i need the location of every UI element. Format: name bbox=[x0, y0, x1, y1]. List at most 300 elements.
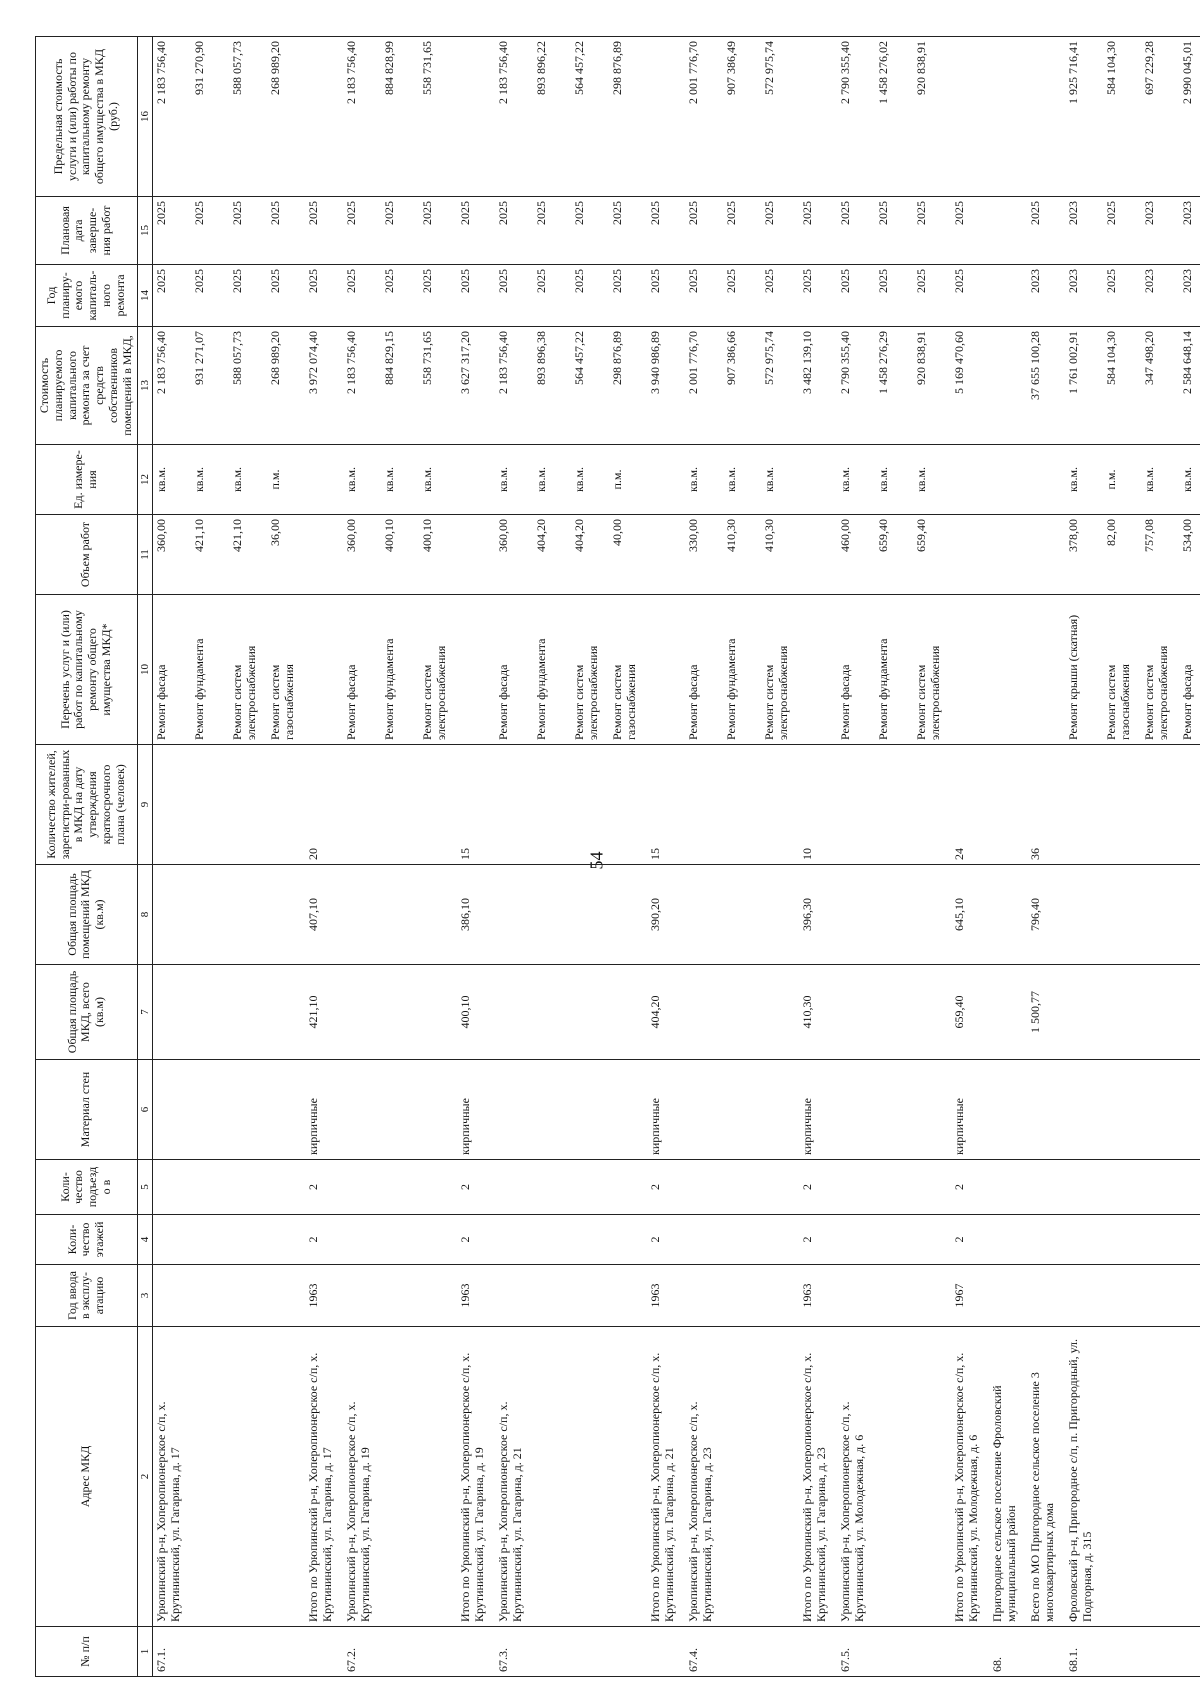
cell-residents bbox=[837, 745, 875, 865]
cell-floors bbox=[533, 1215, 571, 1265]
table-row bbox=[571, 37, 609, 1677]
cell-residents bbox=[191, 745, 229, 865]
column-header-8: Общая площадь помещений МКД (кв.м) bbox=[36, 865, 138, 965]
cell-area-rooms bbox=[989, 865, 1027, 965]
column-number-8: 8 bbox=[137, 865, 153, 965]
cell-residents bbox=[1179, 745, 1200, 865]
cell-end-date: 2025 bbox=[799, 197, 837, 265]
cell-unit bbox=[989, 445, 1027, 515]
cell-work: Ремонт фундамента bbox=[723, 595, 761, 745]
cell-area bbox=[989, 965, 1027, 1060]
cell-year: 1963 bbox=[305, 1265, 343, 1327]
cell-residents bbox=[419, 745, 457, 865]
capital-repair-table bbox=[35, 36, 1200, 1677]
cell-num bbox=[457, 1627, 495, 1677]
cell-residents bbox=[989, 745, 1027, 865]
cell-plan-year: 2025 bbox=[609, 265, 647, 327]
cell-unit: кв.м. bbox=[571, 445, 609, 515]
table-body bbox=[153, 37, 1200, 1677]
cell-addr bbox=[913, 1327, 951, 1627]
column-header-13: Стоимость планируемого капитального ремонта за счет средств собственников помещений в МКД, bbox=[36, 327, 138, 445]
cell-addr: Итого по Урюпинский р-н, Хоперопионерское с/п, х. Крутининский, ул. Гагарина, д. 23 bbox=[799, 1327, 837, 1627]
column-number-11: 11 bbox=[137, 515, 153, 595]
table-row bbox=[989, 37, 1027, 1677]
table-row bbox=[267, 37, 305, 1677]
cell-vol bbox=[305, 515, 343, 595]
cell-addr bbox=[419, 1327, 457, 1627]
cell-area-rooms bbox=[685, 865, 723, 965]
cell-plan-year: 2025 bbox=[533, 265, 571, 327]
cell-unit: п.м. bbox=[267, 445, 305, 515]
cell-residents: 10 bbox=[799, 745, 837, 865]
table-row bbox=[305, 37, 343, 1677]
cell-area bbox=[685, 965, 723, 1060]
cell-walls bbox=[723, 1060, 761, 1160]
cell-entr bbox=[571, 1160, 609, 1215]
cell-entr bbox=[153, 1160, 192, 1215]
cell-num bbox=[305, 1627, 343, 1677]
table-row bbox=[1179, 37, 1200, 1677]
cell-num bbox=[875, 1627, 913, 1677]
cell-num: 67.1. bbox=[153, 1627, 192, 1677]
cell-floors bbox=[1027, 1215, 1065, 1265]
cell-end-date: 2025 bbox=[609, 197, 647, 265]
cell-work: Ремонт систем газоснабжения bbox=[1103, 595, 1141, 745]
cell-area-rooms bbox=[1065, 865, 1103, 965]
cell-residents: 36 bbox=[1027, 745, 1065, 865]
cell-plan-year: 2025 bbox=[723, 265, 761, 327]
cell-vol: 460,00 bbox=[837, 515, 875, 595]
cell-plan-year: 2025 bbox=[799, 265, 837, 327]
cell-area-rooms bbox=[571, 865, 609, 965]
cell-walls bbox=[1179, 1060, 1200, 1160]
cell-unit: кв.м. bbox=[229, 445, 267, 515]
cell-entr bbox=[495, 1160, 533, 1215]
cell-floors bbox=[229, 1215, 267, 1265]
cell-num bbox=[799, 1627, 837, 1677]
cell-vol: 400,10 bbox=[419, 515, 457, 595]
cell-residents bbox=[875, 745, 913, 865]
cell-plan-year: 2025 bbox=[381, 265, 419, 327]
cell-entr bbox=[191, 1160, 229, 1215]
cell-year bbox=[1065, 1265, 1103, 1327]
cell-vol: 421,10 bbox=[229, 515, 267, 595]
cell-end-date: 2025 bbox=[495, 197, 533, 265]
cell-year bbox=[267, 1265, 305, 1327]
cell-area bbox=[153, 965, 192, 1060]
cell-vol: 400,10 bbox=[381, 515, 419, 595]
cell-plan-year: 2025 bbox=[875, 265, 913, 327]
cell-entr bbox=[419, 1160, 457, 1215]
cell-addr: Итого по Урюпинский р-н, Хоперопионерское с/п, х. Крутининский, ул. Гагарина, д. 19 bbox=[457, 1327, 495, 1627]
cell-walls bbox=[153, 1060, 192, 1160]
cell-cost: 5 169 470,60 bbox=[951, 327, 989, 445]
cell-plan-year: 2025 bbox=[685, 265, 723, 327]
cell-residents: 15 bbox=[457, 745, 495, 865]
cell-vol: 404,20 bbox=[571, 515, 609, 595]
cell-area: 1 500,77 bbox=[1027, 965, 1065, 1060]
cell-year bbox=[495, 1265, 533, 1327]
cell-vol: 360,00 bbox=[495, 515, 533, 595]
cell-end-date: 2025 bbox=[343, 197, 381, 265]
page-number: 54 bbox=[586, 851, 607, 870]
cell-num bbox=[761, 1627, 799, 1677]
cell-vol: 659,40 bbox=[875, 515, 913, 595]
cell-floors: 2 bbox=[951, 1215, 989, 1265]
cell-floors: 2 bbox=[305, 1215, 343, 1265]
cell-limit: 572 975,74 bbox=[761, 37, 799, 197]
cell-end-date: 2025 bbox=[457, 197, 495, 265]
cell-floors bbox=[153, 1215, 192, 1265]
column-number-10: 10 bbox=[137, 595, 153, 745]
cell-year bbox=[191, 1265, 229, 1327]
cell-end-date: 2025 bbox=[571, 197, 609, 265]
cell-residents bbox=[761, 745, 799, 865]
cell-end-date: 2025 bbox=[305, 197, 343, 265]
cell-unit: кв.м. bbox=[723, 445, 761, 515]
cell-plan-year: 2025 bbox=[191, 265, 229, 327]
cell-walls: кирпичные bbox=[647, 1060, 685, 1160]
cell-unit: кв.м. bbox=[1179, 445, 1200, 515]
cell-cost: 1 458 276,29 bbox=[875, 327, 913, 445]
cell-plan-year bbox=[989, 265, 1027, 327]
cell-floors bbox=[723, 1215, 761, 1265]
table-row bbox=[609, 37, 647, 1677]
cell-walls bbox=[1027, 1060, 1065, 1160]
cell-cost: 2 001 776,70 bbox=[685, 327, 723, 445]
column-number-4: 4 bbox=[137, 1215, 153, 1265]
cell-vol: 360,00 bbox=[343, 515, 381, 595]
cell-residents bbox=[609, 745, 647, 865]
cell-num: 67.5. bbox=[837, 1627, 875, 1677]
cell-area bbox=[381, 965, 419, 1060]
cell-limit: 588 057,73 bbox=[229, 37, 267, 197]
cell-entr: 2 bbox=[647, 1160, 685, 1215]
cell-limit: 2 790 355,40 bbox=[837, 37, 875, 197]
cell-addr bbox=[267, 1327, 305, 1627]
cell-work: Ремонт фасада bbox=[343, 595, 381, 745]
cell-area bbox=[229, 965, 267, 1060]
cell-entr: 2 bbox=[951, 1160, 989, 1215]
cell-cost: 298 876,89 bbox=[609, 327, 647, 445]
cell-area bbox=[267, 965, 305, 1060]
cell-addr: Пригородное сельское поселение Фроловский муниципальный район bbox=[989, 1327, 1027, 1627]
cell-vol bbox=[647, 515, 685, 595]
cell-limit: 1 925 716,41 bbox=[1065, 37, 1103, 197]
cell-floors bbox=[267, 1215, 305, 1265]
cell-addr bbox=[229, 1327, 267, 1627]
cell-limit: 2 990 045,01 bbox=[1179, 37, 1200, 197]
cell-plan-year: 2025 bbox=[229, 265, 267, 327]
column-number-6: 6 bbox=[137, 1060, 153, 1160]
table-row bbox=[1103, 37, 1141, 1677]
cell-limit: 2 001 776,70 bbox=[685, 37, 723, 197]
cell-floors: 2 bbox=[457, 1215, 495, 1265]
cell-year bbox=[761, 1265, 799, 1327]
column-header-11: Объем работ bbox=[36, 515, 138, 595]
table-row bbox=[913, 37, 951, 1677]
cell-area-rooms bbox=[913, 865, 951, 965]
cell-limit: 558 731,65 bbox=[419, 37, 457, 197]
cell-addr bbox=[723, 1327, 761, 1627]
cell-cost: 3 940 986,89 bbox=[647, 327, 685, 445]
cell-work bbox=[647, 595, 685, 745]
cell-area-rooms bbox=[1103, 865, 1141, 965]
cell-walls bbox=[419, 1060, 457, 1160]
cell-floors bbox=[989, 1215, 1027, 1265]
table-row bbox=[875, 37, 913, 1677]
cell-entr bbox=[685, 1160, 723, 1215]
cell-year bbox=[685, 1265, 723, 1327]
cell-area-rooms bbox=[343, 865, 381, 965]
cell-area bbox=[191, 965, 229, 1060]
cell-area-rooms bbox=[1179, 865, 1200, 965]
cell-plan-year: 2025 bbox=[457, 265, 495, 327]
cell-num bbox=[229, 1627, 267, 1677]
cell-unit: кв.м. bbox=[343, 445, 381, 515]
cell-walls bbox=[229, 1060, 267, 1160]
cell-cost: 2 183 756,40 bbox=[495, 327, 533, 445]
cell-cost: 588 057,73 bbox=[229, 327, 267, 445]
cell-vol: 360,00 bbox=[153, 515, 192, 595]
cell-num: 67.3. bbox=[495, 1627, 533, 1677]
cell-area bbox=[723, 965, 761, 1060]
cell-area-rooms: 386,10 bbox=[457, 865, 495, 965]
cell-limit: 893 896,22 bbox=[533, 37, 571, 197]
cell-walls bbox=[1103, 1060, 1141, 1160]
cell-end-date: 2025 bbox=[913, 197, 951, 265]
cell-floors bbox=[913, 1215, 951, 1265]
table-row bbox=[419, 37, 457, 1677]
cell-unit: кв.м. bbox=[153, 445, 192, 515]
rotated-table-stage bbox=[35, 37, 1195, 1677]
cell-plan-year: 2025 bbox=[267, 265, 305, 327]
cell-unit: кв.м. bbox=[875, 445, 913, 515]
cell-work: Ремонт систем газоснабжения bbox=[267, 595, 305, 745]
cell-cost: 2 584 648,14 bbox=[1179, 327, 1200, 445]
cell-unit: кв.м. bbox=[419, 445, 457, 515]
cell-residents bbox=[685, 745, 723, 865]
cell-plan-year: 2025 bbox=[305, 265, 343, 327]
cell-vol bbox=[799, 515, 837, 595]
cell-floors bbox=[1065, 1215, 1103, 1265]
cell-walls: кирпичные bbox=[799, 1060, 837, 1160]
cell-cost: 1 761 002,91 bbox=[1065, 327, 1103, 445]
cell-unit: кв.м. bbox=[191, 445, 229, 515]
cell-num bbox=[609, 1627, 647, 1677]
cell-plan-year: 2025 bbox=[495, 265, 533, 327]
cell-year bbox=[913, 1265, 951, 1327]
cell-end-date: 2025 bbox=[875, 197, 913, 265]
column-number-2: 2 bbox=[137, 1327, 153, 1627]
cell-limit bbox=[951, 37, 989, 197]
column-header-1: № п/п bbox=[36, 1627, 138, 1677]
cell-addr bbox=[1103, 1327, 1141, 1627]
cell-end-date: 2025 bbox=[229, 197, 267, 265]
cell-num bbox=[951, 1627, 989, 1677]
cell-floors bbox=[1141, 1215, 1179, 1265]
cell-area bbox=[495, 965, 533, 1060]
cell-residents bbox=[533, 745, 571, 865]
cell-cost: 3 482 139,10 bbox=[799, 327, 837, 445]
cell-addr: Урюпинский р-н, Хоперопионерское с/п, х. Крутининский, ул. Молодежная, д. 6 bbox=[837, 1327, 875, 1627]
cell-entr bbox=[1027, 1160, 1065, 1215]
cell-year: 1963 bbox=[647, 1265, 685, 1327]
cell-num: 67.4. bbox=[685, 1627, 723, 1677]
cell-end-date: 2025 bbox=[1027, 197, 1065, 265]
cell-entr bbox=[1103, 1160, 1141, 1215]
cell-year bbox=[1179, 1265, 1200, 1327]
cell-limit bbox=[1027, 37, 1065, 197]
cell-area bbox=[571, 965, 609, 1060]
cell-work: Ремонт фундамента bbox=[381, 595, 419, 745]
table-row bbox=[723, 37, 761, 1677]
cell-cost bbox=[989, 327, 1027, 445]
table-row bbox=[837, 37, 875, 1677]
cell-area-rooms bbox=[381, 865, 419, 965]
cell-entr bbox=[533, 1160, 571, 1215]
cell-unit bbox=[305, 445, 343, 515]
table-row bbox=[229, 37, 267, 1677]
cell-addr: Итого по Урюпинский р-н, Хоперопионерское с/п, х. Крутининский, ул. Гагарина, д. 17 bbox=[305, 1327, 343, 1627]
cell-entr bbox=[913, 1160, 951, 1215]
cell-area: 410,30 bbox=[799, 965, 837, 1060]
cell-floors bbox=[571, 1215, 609, 1265]
cell-cost: 2 183 756,40 bbox=[153, 327, 192, 445]
cell-walls bbox=[913, 1060, 951, 1160]
table-row bbox=[343, 37, 381, 1677]
cell-addr bbox=[875, 1327, 913, 1627]
cell-cost: 3 972 074,40 bbox=[305, 327, 343, 445]
cell-year bbox=[419, 1265, 457, 1327]
cell-end-date bbox=[989, 197, 1027, 265]
cell-num bbox=[381, 1627, 419, 1677]
cell-area bbox=[913, 965, 951, 1060]
cell-cost: 572 975,74 bbox=[761, 327, 799, 445]
cell-work: Ремонт фасада bbox=[1179, 595, 1200, 745]
cell-walls: кирпичные bbox=[305, 1060, 343, 1160]
cell-vol: 36,00 bbox=[267, 515, 305, 595]
cell-year bbox=[533, 1265, 571, 1327]
cell-area-rooms bbox=[875, 865, 913, 965]
cell-cost: 931 271,07 bbox=[191, 327, 229, 445]
cell-year bbox=[609, 1265, 647, 1327]
cell-entr bbox=[723, 1160, 761, 1215]
cell-unit bbox=[799, 445, 837, 515]
cell-walls bbox=[837, 1060, 875, 1160]
column-header-6: Материал стен bbox=[36, 1060, 138, 1160]
cell-limit: 2 183 756,40 bbox=[495, 37, 533, 197]
cell-limit: 298 876,89 bbox=[609, 37, 647, 197]
cell-entr bbox=[267, 1160, 305, 1215]
table-row bbox=[647, 37, 685, 1677]
cell-residents bbox=[1103, 745, 1141, 865]
cell-addr bbox=[381, 1327, 419, 1627]
cell-area bbox=[343, 965, 381, 1060]
cell-end-date: 2023 bbox=[1065, 197, 1103, 265]
cell-year bbox=[989, 1265, 1027, 1327]
cell-end-date: 2025 bbox=[647, 197, 685, 265]
cell-unit: кв.м. bbox=[837, 445, 875, 515]
cell-walls bbox=[875, 1060, 913, 1160]
cell-area-rooms bbox=[153, 865, 192, 965]
table-row bbox=[799, 37, 837, 1677]
cell-residents bbox=[1141, 745, 1179, 865]
cell-end-date: 2025 bbox=[267, 197, 305, 265]
table-row bbox=[1065, 37, 1103, 1677]
column-header-3: Год ввода в эксплу-атацию bbox=[36, 1265, 138, 1327]
cell-addr: Урюпинский р-н, Хоперопионерское с/п, х. Крутининский, ул. Гагарина, д. 23 bbox=[685, 1327, 723, 1627]
cell-plan-year: 2025 bbox=[913, 265, 951, 327]
column-number-15: 15 bbox=[137, 197, 153, 265]
cell-walls bbox=[1065, 1060, 1103, 1160]
cell-residents: 15 bbox=[647, 745, 685, 865]
cell-area-rooms: 645,10 bbox=[951, 865, 989, 965]
header-row bbox=[36, 37, 138, 1677]
cell-area-rooms bbox=[191, 865, 229, 965]
cell-floors bbox=[875, 1215, 913, 1265]
cell-plan-year: 2025 bbox=[419, 265, 457, 327]
cell-area: 400,10 bbox=[457, 965, 495, 1060]
cell-addr bbox=[571, 1327, 609, 1627]
column-header-2: Адрес МКД bbox=[36, 1327, 138, 1627]
cell-num: 68. bbox=[989, 1627, 1027, 1677]
cell-num bbox=[913, 1627, 951, 1677]
cell-area-rooms bbox=[723, 865, 761, 965]
cell-area bbox=[609, 965, 647, 1060]
cell-addr: Итого по Урюпинский р-н, Хоперопионерское с/п, х. Крутининский, ул. Гагарина, д. 21 bbox=[647, 1327, 685, 1627]
cell-limit bbox=[305, 37, 343, 197]
cell-limit: 907 386,49 bbox=[723, 37, 761, 197]
column-number-7: 7 bbox=[137, 965, 153, 1060]
table-row bbox=[685, 37, 723, 1677]
column-header-5: Коли-чество подъездо в bbox=[36, 1160, 138, 1215]
cell-work bbox=[1027, 595, 1065, 745]
cell-work: Ремонт систем электроснабжения bbox=[761, 595, 799, 745]
cell-floors bbox=[1179, 1215, 1200, 1265]
cell-limit: 2 183 756,40 bbox=[153, 37, 192, 197]
cell-area-rooms: 390,20 bbox=[647, 865, 685, 965]
cell-cost: 2 790 355,40 bbox=[837, 327, 875, 445]
column-number-9: 9 bbox=[137, 745, 153, 865]
cell-unit: кв.м. bbox=[1065, 445, 1103, 515]
cell-vol bbox=[951, 515, 989, 595]
cell-unit bbox=[457, 445, 495, 515]
cell-year bbox=[1103, 1265, 1141, 1327]
cell-work: Ремонт фасада bbox=[153, 595, 192, 745]
cell-end-date: 2025 bbox=[1103, 197, 1141, 265]
cell-entr bbox=[1065, 1160, 1103, 1215]
table-row bbox=[191, 37, 229, 1677]
cell-num: 68.1. bbox=[1065, 1627, 1103, 1677]
cell-floors bbox=[191, 1215, 229, 1265]
cell-area bbox=[1065, 965, 1103, 1060]
cell-plan-year: 2023 bbox=[1027, 265, 1065, 327]
column-number-12: 12 bbox=[137, 445, 153, 515]
cell-area: 421,10 bbox=[305, 965, 343, 1060]
table-row bbox=[761, 37, 799, 1677]
cell-year: 1963 bbox=[799, 1265, 837, 1327]
table-row bbox=[381, 37, 419, 1677]
cell-residents bbox=[153, 745, 192, 865]
cell-unit: кв.м. bbox=[685, 445, 723, 515]
cell-limit bbox=[457, 37, 495, 197]
cell-addr: Всего по МО Пригородное сельское поселение 3 многоквартирных дома bbox=[1027, 1327, 1065, 1627]
cell-cost: 2 183 756,40 bbox=[343, 327, 381, 445]
cell-work: Ремонт систем газоснабжения bbox=[609, 595, 647, 745]
cell-unit: кв.м. bbox=[495, 445, 533, 515]
cell-entr bbox=[761, 1160, 799, 1215]
